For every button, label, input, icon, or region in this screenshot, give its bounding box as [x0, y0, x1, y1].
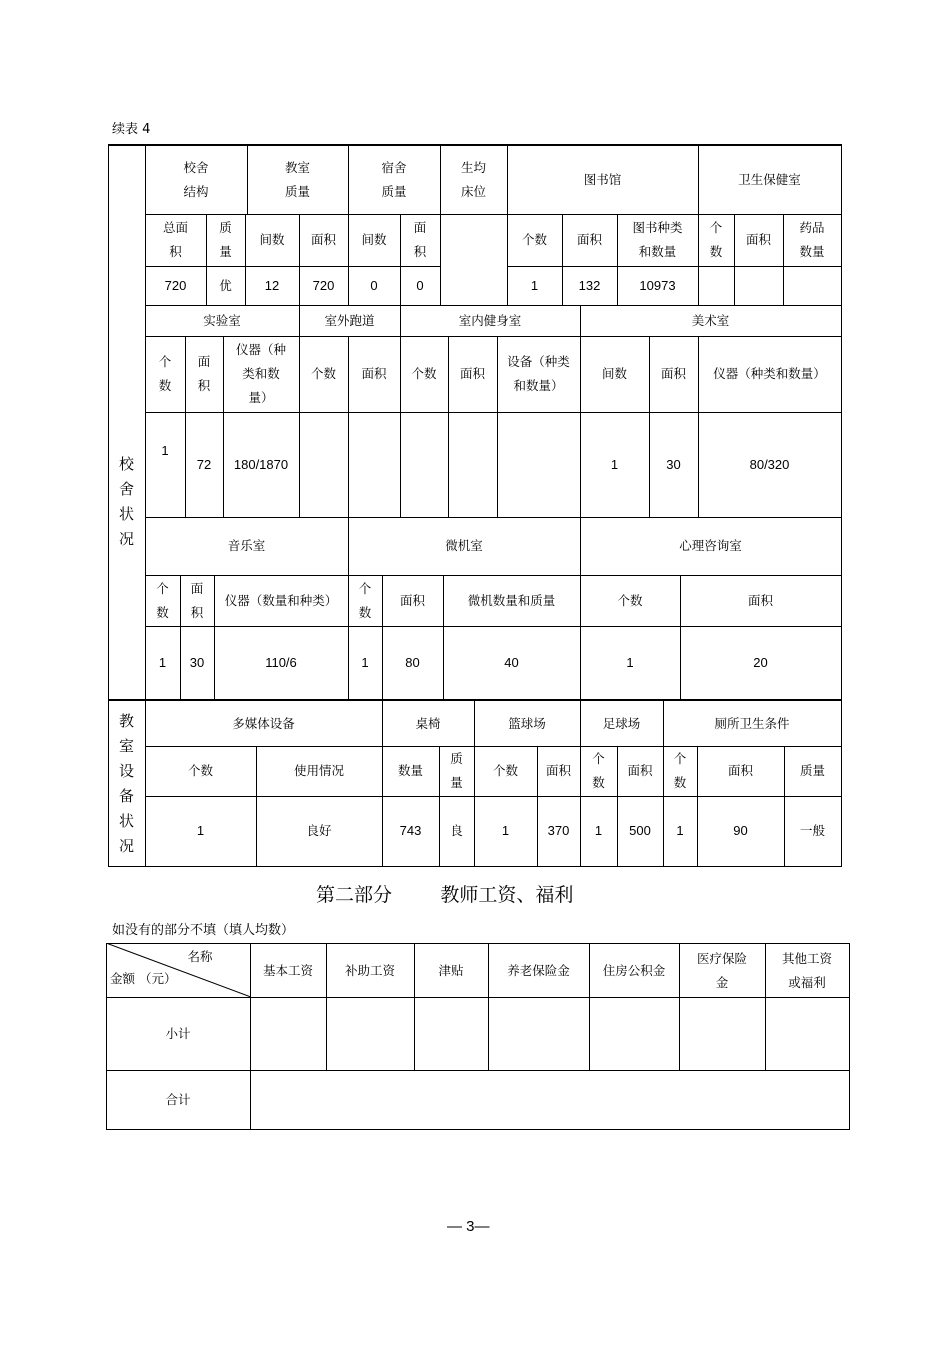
value-counseling-count: 1: [626, 654, 634, 670]
header-gym: 室内健身室: [458, 312, 522, 328]
value-library-area: 132: [578, 277, 601, 293]
value-football-count: 1: [594, 823, 603, 838]
column-header: 其他工资 或福利: [781, 950, 832, 990]
value-computer-quantity: 40: [504, 654, 519, 670]
value-basketball-count: 1: [501, 823, 510, 838]
sub-track-count: 个数: [310, 366, 336, 381]
value-total-area: 720: [164, 277, 187, 293]
header-counseling: 心理咨询室: [679, 538, 742, 553]
sub-lab-area: 面 积: [197, 354, 211, 393]
sub-art-rooms: 间数: [601, 366, 627, 381]
sub-classroom-rooms: 间数: [259, 232, 285, 247]
value-multimedia-usage: 良好: [306, 823, 332, 838]
column-header: 住房公积金: [602, 962, 666, 978]
value-counseling-area: 20: [753, 654, 768, 670]
sub-football-area: 面积: [627, 763, 653, 778]
sub-music-instruments: 仪器（数量和种类）: [224, 592, 338, 608]
sub-music-area: 面 积: [190, 580, 204, 620]
sub-library-area: 面积: [576, 232, 602, 247]
corner-label-amount: 金额 （元）: [110, 971, 177, 986]
sub-toilet-quality: 质量: [799, 763, 825, 778]
sub-multimedia-usage: 使用情况: [293, 763, 344, 778]
sub-library-count: 个数: [521, 232, 547, 247]
sub-total-area: 总面 积: [162, 220, 188, 259]
value-classroom-rooms: 12: [264, 277, 280, 293]
value-dorm-rooms: 0: [370, 277, 378, 293]
part2-note: 如没有的部分不填（填人均数）: [112, 923, 295, 938]
value-music-area: 30: [189, 654, 205, 670]
header-track: 室外跑道: [324, 312, 375, 328]
value-toilet-quality: 一般: [799, 823, 825, 838]
sub-clinic-count: 个 数: [709, 220, 723, 259]
header-art: 美术室: [691, 312, 730, 328]
sub-clinic-area: 面积: [745, 232, 771, 247]
value-classroom-area: 720: [312, 277, 335, 293]
header-basketball: 篮球场: [508, 715, 546, 731]
sub-multimedia-count: 个数: [187, 763, 213, 778]
sub-quality: 质 量: [219, 220, 232, 259]
value-art-area: 30: [666, 456, 681, 472]
corner-label-name: 名称: [187, 949, 213, 964]
header-structure: 校舍 结构: [183, 160, 209, 199]
value-music-instruments: 110/6: [265, 654, 297, 670]
value-desk-quantity: 743: [399, 823, 422, 838]
header-beds-per-student: 生均 床位: [460, 160, 486, 199]
header-football: 足球场: [602, 715, 641, 731]
sub-art-instruments: 仪器（种类和数量）: [713, 366, 826, 381]
header-music: 音乐室: [227, 538, 266, 553]
sub-computer-quantity: 微机数量和质量: [467, 592, 556, 608]
sub-clinic-medicine: 药品 数量: [799, 220, 825, 259]
sub-library-books: 图书种类 和数量: [632, 220, 683, 259]
sub-desk-quantity: 数量: [397, 763, 423, 778]
sub-lab-count: 个 数: [158, 354, 172, 393]
sub-football-count: 个 数: [592, 751, 605, 790]
value-library-count: 1: [530, 277, 539, 293]
header-classroom-quality: 教室 质量: [284, 160, 310, 199]
header-desks: 桌椅: [415, 715, 441, 731]
column-header: 补助工资: [344, 962, 395, 978]
column-header: 养老保险金: [507, 962, 570, 978]
header-multimedia: 多媒体设备: [232, 715, 295, 731]
table-caption: 续表 4: [112, 122, 151, 137]
sub-toilet-area: 面积: [727, 763, 753, 778]
sub-classroom-area: 面积: [310, 232, 336, 247]
sub-gym-equipment: 设备（种类 和数量）: [507, 354, 570, 393]
header-dorm-quality: 宿舍 质量: [381, 160, 407, 199]
value-quality: 优: [219, 277, 232, 293]
part2-title: 第二部分 教师工资、福利: [316, 884, 574, 906]
value-art-instruments: 80/320: [749, 456, 790, 472]
sub-gym-count: 个数: [411, 366, 437, 381]
sub-toilet-count: 个 数: [673, 751, 687, 790]
sub-track-area: 面积: [361, 366, 387, 381]
row-label-total: 合计: [165, 1092, 191, 1107]
sub-dorm-rooms: 间数: [361, 232, 387, 247]
sub-counseling-count: 个数: [617, 592, 643, 608]
value-basketball-area: 370: [547, 823, 570, 838]
value-library-books: 10973: [639, 277, 676, 293]
value-lab-area: 72: [196, 456, 212, 472]
sub-music-count: 个 数: [156, 580, 169, 620]
sub-computer-count: 个 数: [358, 580, 372, 620]
sub-basketball-count: 个数: [492, 763, 518, 778]
section-label-equipment: 教 室 设 备 状 况: [118, 711, 134, 855]
header-lab: 实验室: [203, 312, 241, 328]
sub-counseling-area: 面积: [747, 592, 773, 608]
sub-desk-quality: 质 量: [450, 751, 463, 790]
header-computer: 微机室: [445, 538, 483, 553]
page-number: — 3—: [447, 1218, 490, 1235]
row-label-subtotal: 小计: [165, 1026, 191, 1041]
sub-lab-instruments: 仪器（种 类和数 量）: [235, 342, 286, 405]
value-multimedia-count: 1: [196, 823, 205, 838]
value-toilet-area: 90: [733, 823, 748, 838]
header-library: 图书馆: [583, 172, 622, 187]
sub-art-area: 面积: [660, 366, 686, 381]
value-toilet-count: 1: [676, 823, 684, 838]
value-desk-quality: 良: [450, 823, 463, 838]
section-label-school: 校 舍 状 况: [118, 455, 134, 548]
value-lab-count: 1: [161, 443, 169, 458]
value-dorm-area: 0: [416, 277, 424, 293]
column-header: 基本工资: [262, 962, 313, 978]
header-clinic: 卫生保健室: [738, 172, 801, 187]
sub-dorm-area: 面 积: [413, 220, 427, 259]
header-toilet: 厕所卫生条件: [714, 715, 790, 731]
value-football-area: 500: [629, 823, 651, 838]
column-header: 医疗保险 金: [696, 950, 747, 990]
value-computer-area: 80: [405, 654, 420, 670]
sub-gym-area: 面积: [459, 366, 485, 381]
sub-basketball-area: 面积: [545, 763, 571, 778]
value-music-count: 1: [158, 654, 167, 670]
sub-computer-area: 面积: [399, 592, 425, 608]
value-art-rooms: 1: [610, 456, 619, 472]
value-lab-instruments: 180/1870: [233, 456, 289, 472]
value-computer-count: 1: [361, 654, 369, 670]
column-header: 津贴: [438, 962, 464, 978]
